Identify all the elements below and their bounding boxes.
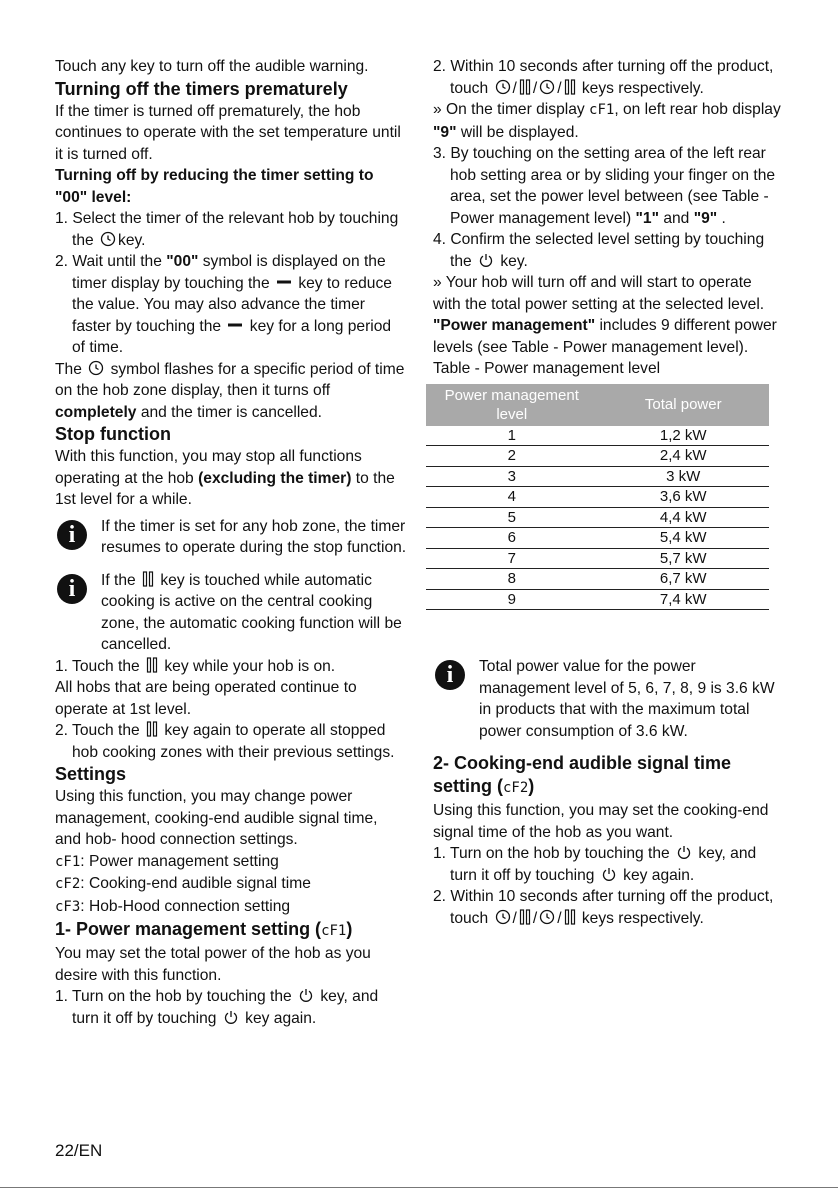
- heading-power-management: 1- Power management setting (cF1): [55, 919, 353, 939]
- power-icon: [298, 987, 314, 1003]
- setting-cf2: cF2: Cooking-end audible signal time: [55, 875, 311, 892]
- step-2: 2. Within 10 seconds after turning off the product, touch / / / keys respectively.: [433, 58, 774, 97]
- table-cell: 2,4 kW: [598, 446, 770, 467]
- setting-cf3: cF3: Hob-Hood connection setting: [55, 897, 291, 915]
- table-cell: 1,2 kW: [598, 426, 770, 446]
- heading-timers-prematurely: Turning off the timers prematurely: [55, 78, 348, 99]
- table-cell: 5,7 kW: [598, 548, 770, 569]
- power-icon: [676, 844, 692, 860]
- subheading-reduce-timer: Turning off by reducing the timer setting to "00" level:: [55, 167, 374, 206]
- power-table: [426, 384, 769, 611]
- info-note: i If the timer is set for any hob zone, the timer resumes to operate during the stop function.: [55, 516, 407, 559]
- timer-icon: [495, 79, 511, 95]
- stop-icon: [519, 79, 531, 95]
- table-cell: 1: [426, 426, 598, 446]
- table-header-row: [426, 384, 769, 426]
- left-column: [55, 56, 407, 1029]
- timer-icon: [539, 909, 555, 925]
- table-cell: 4: [426, 487, 598, 508]
- column-header: Power management level: [426, 384, 598, 426]
- paragraph: Touch any key to turn off the audible warning.: [55, 58, 369, 75]
- table-row: [426, 426, 769, 446]
- paragraph: The symbol flashes for a specific period of time on the hob zone display, then it turns off completely and the timer is cancelled.: [55, 360, 405, 421]
- paragraph: Using this function, you may set the cooking-end signal time of the hob as you want.: [433, 802, 769, 841]
- paragraph: If the timer is turned off prematurely, the hob continues to operate with the set temperature until it is turned off.: [55, 102, 401, 163]
- table-cell: 7,4 kW: [598, 589, 770, 610]
- step-2: 2. Touch the key again to operate all stopped hob cooking zones with their previous settings.: [55, 722, 395, 761]
- table-caption: Table - Power management level: [433, 360, 661, 377]
- power-icon: [601, 866, 617, 882]
- step-4: 4. Confirm the selected level setting by touching the key.: [433, 231, 765, 270]
- table-cell: 5,4 kW: [598, 528, 770, 549]
- paragraph: You may set the total power of the hob as you desire with this function.: [55, 945, 371, 984]
- info-icon: i: [57, 574, 87, 604]
- info-note: i Total power value for the power management level of 5, 6, 7, 8, 9 is 3.6 kW in products that with the maximum total power consumption of 3.6 kW.: [433, 656, 783, 742]
- table-cell: 4,4 kW: [598, 507, 770, 528]
- table-cell: 9: [426, 589, 598, 610]
- step-2: 2. Wait until the "00" symbol is displayed on the timer display by touching the key to reduce the value. You may also advance the timer faster by touching the key for a long period of time.: [55, 253, 392, 356]
- right-column: [433, 56, 783, 929]
- table-cell: 3,6 kW: [598, 487, 770, 508]
- stop-icon: [519, 909, 531, 925]
- result-line: » Your hob will turn off and will start to operate with the total power setting at the selected level.: [433, 274, 765, 313]
- info-icon: i: [435, 660, 465, 690]
- paragraph: With this function, you may stop all functions operating at the hob (excluding the timer) to the 1st level for a while.: [55, 448, 395, 508]
- timer-icon: [495, 909, 511, 925]
- stop-icon: [146, 721, 158, 737]
- step-2: 2. Within 10 seconds after turning off the product, touch / / / keys respectively.: [433, 888, 774, 927]
- step-1: 1. Touch the key while your hob is on.: [55, 657, 336, 675]
- table-cell: 6: [426, 528, 598, 549]
- paragraph: Using this function, you may change power management, cooking-end audible signal time, and hob- hood connection settings.: [55, 788, 378, 848]
- table-row: [426, 466, 769, 487]
- table-row: [426, 548, 769, 569]
- column-header: Total power: [598, 384, 770, 426]
- step-3: 3. By touching on the setting area of the left rear hob setting area or by sliding your finger on the area, set the power level between (see Table - Power management level) "1" and "9" .: [433, 145, 776, 227]
- minus-icon: [276, 274, 292, 290]
- table-row: [426, 589, 769, 610]
- info-note: i If the key is touched while automatic cooking is active on the central cooking zone, the automatic cooking function will be cancelled.: [55, 570, 407, 656]
- table-cell: 8: [426, 569, 598, 590]
- table-cell: 6,7 kW: [598, 569, 770, 590]
- stop-icon: [146, 657, 158, 673]
- heading-cooking-end-signal: 2- Cooking-end audible signal time setting (cF2): [433, 753, 732, 796]
- table-row: [426, 528, 769, 549]
- footer-rule: [0, 1187, 838, 1188]
- step-1: 1. Turn on the hob by touching the key, and turn it off by touching key again.: [55, 988, 379, 1027]
- table-cell: 5: [426, 507, 598, 528]
- table-row: [426, 446, 769, 467]
- table-cell: 2: [426, 446, 598, 467]
- table-cell: 7: [426, 548, 598, 569]
- stop-icon: [142, 571, 154, 587]
- heading-stop-function: Stop function: [55, 424, 171, 444]
- timer-icon: [100, 231, 116, 247]
- result-line: » On the timer display cF1, on left rear hob display "9" will be displayed.: [433, 101, 781, 141]
- paragraph: "Power management" includes 9 different power levels (see Table - Power management level).: [433, 317, 777, 356]
- table-row: [426, 487, 769, 508]
- info-icon: i: [57, 520, 87, 550]
- timer-icon: [88, 360, 104, 376]
- stop-icon: [564, 909, 576, 925]
- power-icon: [478, 252, 494, 268]
- table-cell: 3: [426, 466, 598, 487]
- power-icon: [223, 1009, 239, 1025]
- minus-icon: [227, 317, 243, 333]
- page-number: 22/EN: [55, 1141, 103, 1160]
- table-row: [426, 569, 769, 590]
- heading-settings: Settings: [55, 764, 127, 784]
- timer-icon: [539, 79, 555, 95]
- setting-cf1: cF1: Power management setting: [55, 852, 279, 870]
- step-1: 1. Select the timer of the relevant hob by touching the key.: [55, 210, 399, 249]
- table-cell: 3 kW: [598, 466, 770, 487]
- stop-icon: [564, 79, 576, 95]
- step-1: 1. Turn on the hob by touching the key, and turn it off by touching key again.: [433, 845, 757, 884]
- paragraph: All hobs that are being operated continue to operate at 1st level.: [55, 679, 357, 718]
- table-row: [426, 507, 769, 528]
